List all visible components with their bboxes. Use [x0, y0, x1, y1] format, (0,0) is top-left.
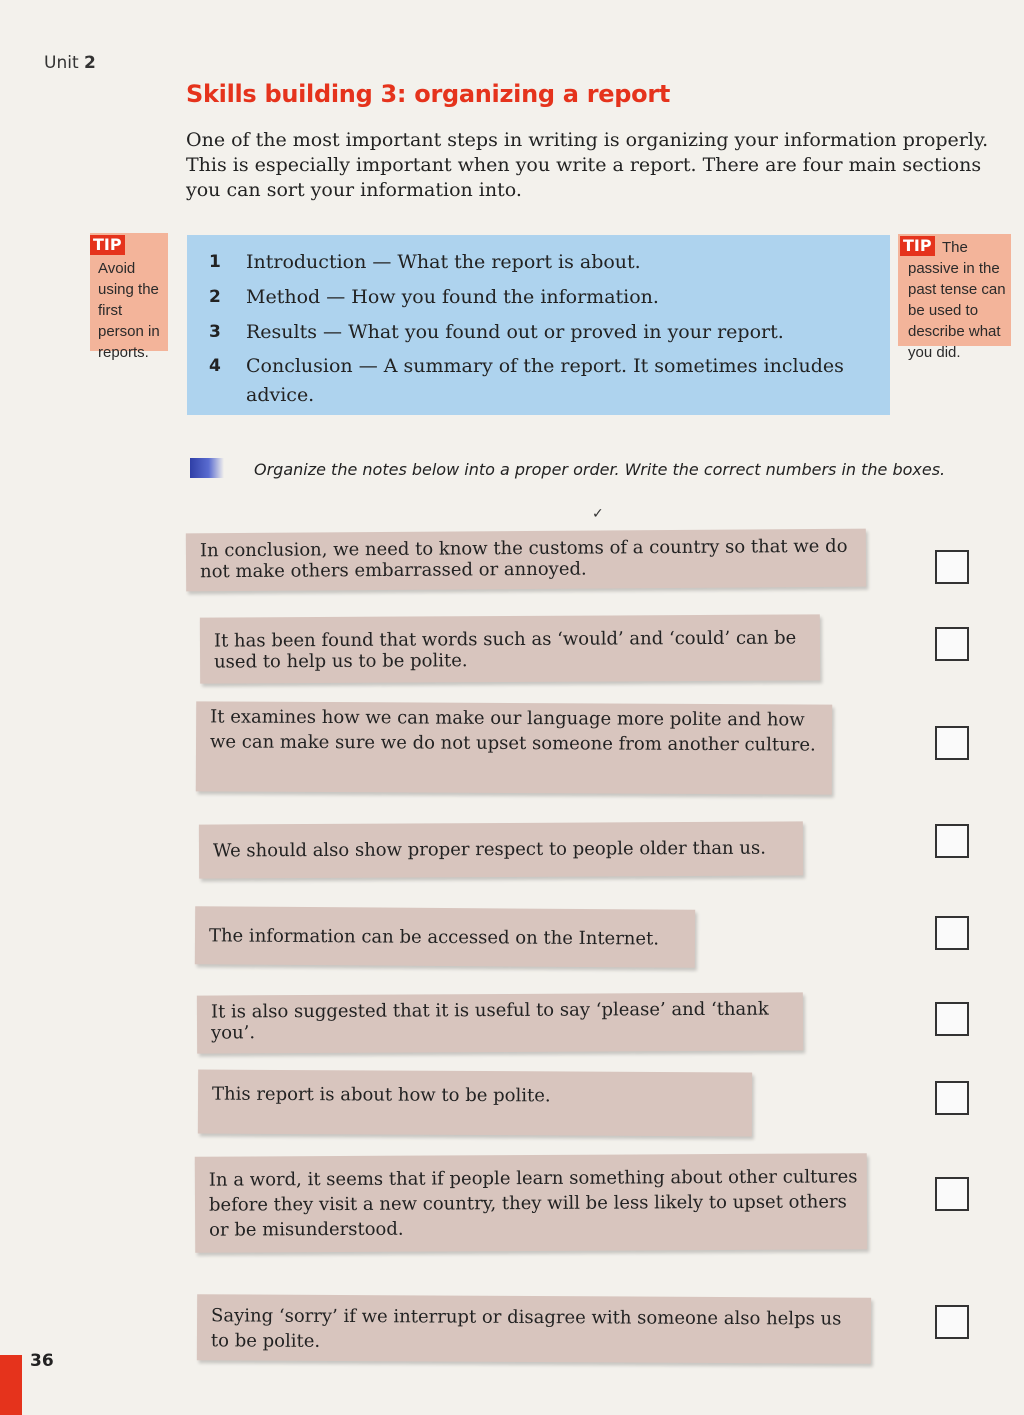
- tip-text: Avoid using the first person in reports.: [98, 260, 160, 361]
- tip-box-right: [898, 234, 1011, 361]
- note-text: In a word, it seems that if people learn something about other cultures before they visit a new country, they will be less likely to upset others or be misunderstood.: [208, 1166, 858, 1241]
- tip-tag: TIP: [900, 236, 935, 256]
- note-text: It examines how we can make our language more polite and how we can make sure we do not upset someone from another culture.: [209, 706, 816, 756]
- note-text: It is also suggested that it is useful to say ‘please’ and ‘thank you’.: [210, 998, 769, 1044]
- answer-box[interactable]: [935, 550, 969, 584]
- note-strip: [197, 992, 803, 1053]
- answer-box[interactable]: [935, 916, 969, 950]
- tip-tag: TIP: [90, 235, 125, 255]
- note-text: We should also show proper respect to people older than us.: [212, 837, 766, 862]
- note-text: In conclusion, we need to know the customs of a country so that we do not make others embarrassed or annoyed.: [199, 535, 848, 583]
- answer-box[interactable]: [935, 824, 969, 858]
- tip-text: The passive in the past tense can be used to describe what you did.: [908, 239, 1006, 361]
- note-strip: [196, 701, 832, 794]
- section-text: Conclusion — A summary of the report. It sometimes includes advice.: [246, 355, 844, 406]
- answer-box[interactable]: [935, 1002, 969, 1036]
- answer-box[interactable]: [935, 1177, 969, 1211]
- note-strip: [200, 614, 820, 683]
- note-strip: [197, 1294, 871, 1364]
- note-strip: [198, 1070, 752, 1137]
- note-strip: [199, 821, 803, 878]
- section-number: 2: [209, 287, 221, 307]
- note-text: This report is about how to be polite.: [211, 1083, 551, 1107]
- exercise-marker-icon: [190, 458, 224, 478]
- note-strip: [195, 906, 695, 967]
- section-text: Results — What you found out or proved in your report.: [246, 321, 784, 343]
- answer-box[interactable]: [935, 627, 969, 661]
- note-strip: [195, 1153, 867, 1253]
- pencil-tick-mark: ✓: [592, 506, 604, 522]
- section-number: 4: [209, 356, 221, 376]
- answer-box[interactable]: [935, 1305, 969, 1339]
- unit-label: Unit 2: [44, 53, 96, 73]
- section-number: 3: [209, 322, 221, 342]
- section-number: 1: [209, 252, 221, 272]
- note-text: Saying ‘sorry’ if we interrupt or disagree with someone also helps us to be polite.: [210, 1305, 842, 1352]
- page-number-bar: [0, 1355, 22, 1415]
- note-strip: [186, 529, 866, 592]
- report-sections-box: [187, 235, 890, 415]
- answer-box[interactable]: [935, 726, 969, 760]
- section-text: Introduction — What the report is about.: [246, 251, 641, 273]
- intro-paragraph: One of the most important steps in writing is organizing your information properly. This is especially important when you write a report. There are four main sections you can sort your information into.: [186, 129, 989, 201]
- page-number: 36: [30, 1351, 54, 1371]
- section-text: Method — How you found the information.: [246, 286, 659, 308]
- note-text: It has been found that words such as ‘would’ and ‘could’ can be used to help us to be polite.: [213, 627, 797, 673]
- page-title: Skills building 3: organizing a report: [186, 80, 671, 108]
- answer-box[interactable]: [935, 1081, 969, 1115]
- note-text: The information can be accessed on the Internet.: [208, 925, 660, 950]
- tip-box-left: [90, 233, 168, 361]
- exercise-instruction: Organize the notes below into a proper order. Write the correct numbers in the boxes.: [254, 460, 946, 479]
